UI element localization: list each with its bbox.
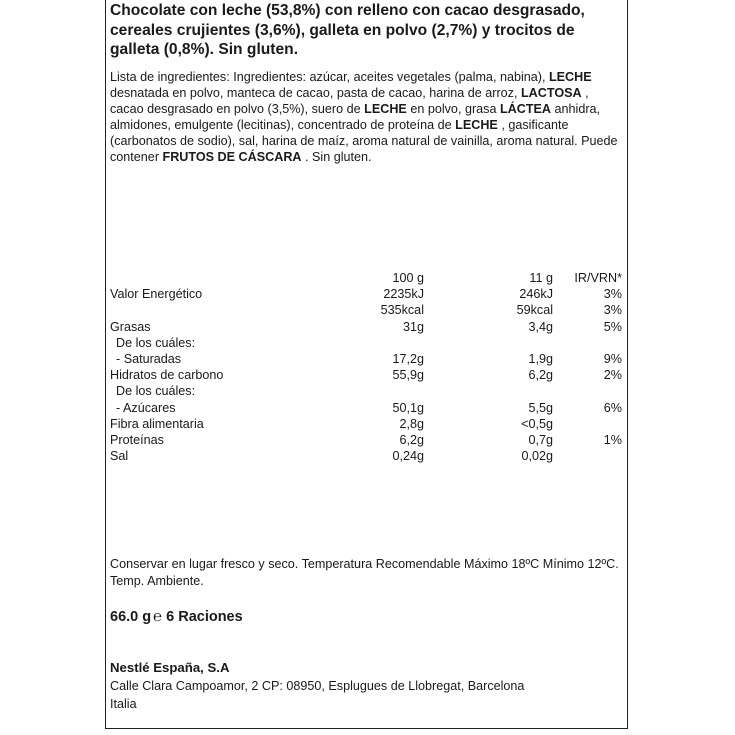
ingredients-text: desnatada en polvo, manteca de cacao, pasta de cacao, harina de arroz, [110, 86, 521, 101]
nutrient-label: Valor Energético [110, 287, 203, 302]
nutrient-label: Grasas [110, 319, 151, 334]
value-ir: 9% [603, 351, 622, 366]
nutrient-sublabel: De los cuáles: [116, 335, 196, 350]
ingredients-text: , cacao desgrasado en polvo (3,5%), suero de [110, 86, 589, 117]
value-portion: 246kJ [519, 287, 553, 302]
value-ir: 2% [603, 368, 622, 383]
nutrition-row-energy-kj [110, 286, 630, 302]
allergen-dairy: LÁCTEA [499, 102, 552, 117]
value-ir: 6% [603, 400, 622, 415]
value-portion: 6,2g [528, 368, 553, 383]
value-portion: 5,5g [528, 400, 553, 415]
nutrition-row-carbs-of-which [110, 383, 630, 399]
nutrition-row-fibre [110, 416, 630, 432]
allergen-milk: LECHE [364, 102, 407, 117]
value-100g: 55,9g [392, 368, 424, 383]
header-per-portion: 11 g [529, 271, 553, 285]
net-weight [110, 608, 243, 625]
header-per-100g: 100 g [392, 271, 424, 285]
nutrition-row-protein [110, 432, 630, 448]
value-portion: 1,9g [528, 351, 553, 366]
nutrition-row-carbs [110, 367, 630, 383]
nutrition-row-fat-of-which [110, 335, 630, 351]
nutrient-label: Hidratos de carbono [110, 368, 224, 383]
ingredients-text: . Sin gluten. [301, 150, 372, 165]
address-line: Calle Clara Campoamor, 2 CP: 08950, Esplugues de Llobregat, Barcelona [110, 679, 525, 693]
weight-amount: 66.0 g [110, 609, 152, 625]
value-ir: 3% [603, 303, 622, 318]
nutrient-label: - Azúcares [116, 400, 176, 415]
value-100g: 17,2g [392, 351, 424, 366]
value-100g: 50,1g [392, 400, 424, 415]
nutrition-table [110, 270, 630, 464]
estimated-sign-icon: ℮ [153, 608, 163, 625]
value-100g: 0,24g [392, 449, 424, 464]
value-100g: 2,8g [399, 416, 424, 431]
value-ir: 5% [603, 319, 622, 334]
value-100g: 2235kJ [383, 287, 424, 302]
value-ir: 3% [603, 287, 622, 302]
portions: 6 Raciones [166, 609, 243, 625]
product-title: Chocolate con leche (53,8%) con relleno con cacao desgrasado, cereales crujientes (3,6%), galleta en polvo (2,7%) y trocitos de galleta (0,8%). Sin gluten. [110, 2, 585, 58]
nutrient-label: - Saturadas [116, 351, 182, 366]
nutrient-label: Proteínas [110, 432, 164, 447]
nutrient-label: Sal [110, 449, 129, 464]
ingredients-text: Lista de ingredientes: Ingredientes: azúcar, aceites vegetales (palma, nabina), [110, 70, 549, 84]
value-portion: <0,5g [521, 416, 553, 431]
nutrition-row-energy-kcal [110, 302, 630, 318]
allergen-nuts: FRUTOS DE CÁSCARA [162, 150, 302, 165]
allergen-milk: LECHE [548, 70, 592, 84]
storage-instructions: Conservar en lugar fresco y seco. Temperatura Recomendable Máximo 18ºC Mínimo 12ºC. Temp. Ambiente. [110, 557, 619, 588]
address-country: Italia [110, 696, 137, 711]
value-100g: 31g [402, 319, 424, 334]
nutrient-label: Fibra alimentaria [110, 416, 204, 431]
nutrition-row-sugars [110, 400, 630, 416]
ingredients-text: anhidra, almidones, emulgente (lecitinas), concentrado de proteína de [110, 102, 601, 133]
value-100g: 535kcal [380, 303, 424, 318]
ingredients-text: , gasificante (carbonatos de sodio), sal, harina de maíz, aroma natural de vainilla, aroma natural. Puede contener [110, 118, 618, 165]
nutrition-row-salt [110, 448, 630, 464]
allergen-lactose: LACTOSA [520, 86, 582, 101]
nutrition-header-row [110, 270, 630, 286]
nutrient-sublabel: De los cuáles: [116, 384, 196, 399]
company-address [110, 678, 622, 713]
ingredients-text: en polvo, grasa [406, 102, 500, 117]
value-100g: 6,2g [399, 432, 424, 447]
nutrition-row-fat [110, 319, 630, 335]
value-portion: 3,4g [528, 319, 553, 334]
company-name: Nestlé España, S.A [110, 660, 230, 675]
nutrition-row-saturated [110, 351, 630, 367]
value-portion: 59kcal [516, 303, 553, 318]
ingredients-list [110, 69, 622, 166]
allergen-milk: LECHE [455, 118, 498, 133]
header-ir: IR/VRN* [574, 271, 622, 285]
value-ir: 1% [603, 432, 622, 447]
value-portion: 0,7g [528, 432, 553, 447]
value-portion: 0,02g [521, 449, 553, 464]
